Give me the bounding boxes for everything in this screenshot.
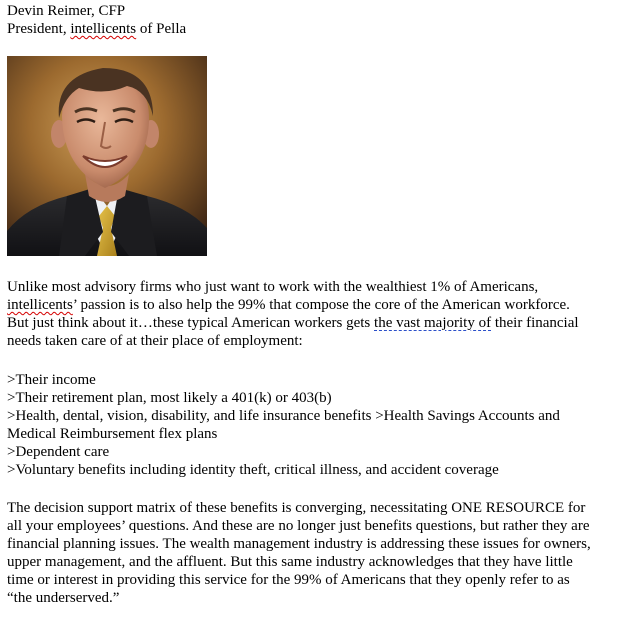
intro-line <box>7 296 631 314</box>
document-body <box>7 2 631 606</box>
closing-line: “the underserved.” <box>7 590 120 606</box>
list-item: >Their retirement plan, most likely a 401(k) or 403(b) <box>7 390 332 406</box>
closing-line: upper management, and the affluent. But this same industry acknowledges that they have little <box>7 554 573 570</box>
closing-line: all your employees’ questions. And these are no longer just benefits questions, but rather they are <box>7 518 590 534</box>
list-item: >Voluntary benefits including identity theft, critical illness, and accident coverage <box>7 462 499 478</box>
title-prefix: President, <box>7 21 71 37</box>
author-name: Devin Reimer, CFP <box>7 3 126 19</box>
closing-line: The decision support matrix of these benefits is converging, necessitating ONE RESOURCE for <box>7 500 586 516</box>
intro-line: needs taken care of at their place of employment: <box>7 333 303 349</box>
author-title <box>7 20 631 38</box>
closing-line: financial planning issues. The wealth management industry is addressing these issues for owners, <box>7 536 591 552</box>
closing-paragraph <box>7 499 631 607</box>
intro-line: Unlike most advisory firms who just want to work with the wealthiest 1% of Americans, <box>7 279 539 295</box>
intro-line-pre: But just think about it…these typical American workers gets <box>7 315 375 331</box>
intro-line-post: their financial <box>491 315 579 331</box>
closing-line: time or interest in providing this service for the 99% of Americans that they openly refer to as <box>7 572 570 588</box>
portrait-photo <box>7 56 207 256</box>
list-item: >Their income <box>7 372 96 388</box>
author-block <box>7 2 631 38</box>
intro-line-rest: ’ passion is to also help the 99% that compose the core of the American workforce. <box>72 297 570 313</box>
intro-line <box>7 314 631 332</box>
list-item: Medical Reimbursement flex plans <box>7 426 218 442</box>
list-item: >Dependent care <box>7 444 110 460</box>
grammar-flag[interactable]: the vast majority of <box>374 315 492 331</box>
brand-name-misspelling[interactable]: intellicents <box>70 21 137 37</box>
intro-paragraph <box>7 278 631 350</box>
brand-name-misspelling[interactable]: intellicents <box>7 297 73 313</box>
benefits-list <box>7 371 631 479</box>
title-suffix: of Pella <box>136 21 187 37</box>
list-item: >Health, dental, vision, disability, and life insurance benefits >Health Savings Accounts and <box>7 408 560 424</box>
